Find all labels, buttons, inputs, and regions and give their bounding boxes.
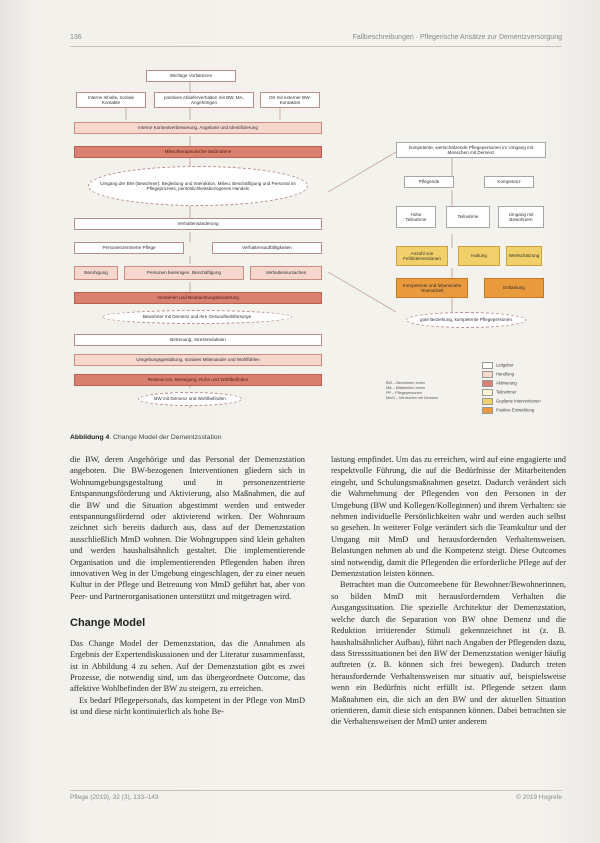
oval-ov3: BW mit Demenz und Wohlbefinden	[138, 392, 242, 406]
legend-item	[482, 371, 514, 378]
page-number: 136	[70, 34, 82, 41]
legend-label: Teilnehmer	[496, 389, 517, 395]
box-right-yel-c: Wertschätzung	[506, 246, 542, 266]
box-r2-a: Personenzentrierte Pflege	[74, 242, 184, 254]
abbr-line: MA – Mitarbeiter/-innen	[386, 386, 426, 390]
section-heading: Change Model	[70, 617, 146, 630]
legend-label: Leitgeber	[496, 362, 514, 368]
box-right-mid-b: Teilnahme	[446, 206, 490, 228]
paragraph: Es bedarf Pflegepersonals, das kompetent in der Pflege von MmD ist und diese nicht kontinuierlich als hohe Be-	[70, 695, 305, 717]
paragraph: lastung empfindet. Um das zu erreichen, wird auf eine engagierte und respektvolle Führung, die auf die Bedürfnisse der Mitarbeitenden eingeht, und Schulungsmaßnahmen gesetzt. Dadurch verändert sich die Wahrnehmung der Pflegenden von den Personen in der Umgebung (BW und Kollegen/Kolleginnen) und ihrem Verhalten: sie nehmen individuelle Persönlichkeiten wahr und werden auch selbst so gesehen. In weiterer Folge verändert sich die Teamkultur und der Umgang mit MmD und herausfordernden Verhaltensweisen. Belastungen nehmen ab und die Kompetenz steigt. Diese Outcomes sind notwendig, damit die Pflegenden die erforderliche Pflege auf der Demenzstation leisten können.	[331, 455, 566, 579]
legend-label: Geplante Interventionen	[496, 398, 541, 404]
box-right-top: kompetente, wertschätzende Pflegepersonen im Umgang mit Menschen mit Demenz	[396, 142, 546, 158]
box-right-b: Kompetenz	[484, 176, 534, 188]
oval-ov2: Bewohner mit Demenz und ihre Gesundheitsfürsorge	[102, 310, 292, 324]
legend-label: Handlung	[496, 371, 514, 377]
box-right-org-b: Entlastung	[484, 278, 544, 298]
legend-item	[482, 398, 541, 405]
legend-swatch	[482, 371, 493, 378]
left-column	[70, 454, 305, 718]
box-right-org-a: Kompetente und lebensnahe Teamarbeit	[396, 278, 468, 298]
box-b3: Verhaltensänderung	[74, 218, 322, 230]
box-r3-a: Beruhigung	[74, 266, 118, 280]
box-b6: Umgebungsgestaltung, soziales Miteinander und Wohlfühlen	[74, 354, 322, 366]
running-title: Fallbeschreibungen · Pflegerische Ansätze zur Dementzversorgung	[352, 34, 562, 41]
box-r2-b: Verhaltensauffälligkeiten	[212, 242, 322, 254]
box-r1-c: Ort mit externer BW-Kontakten	[260, 92, 320, 108]
caption-label: Abbildung 4	[70, 434, 110, 441]
box-r3-c: Verhaltensursachen	[250, 266, 322, 280]
oval-right-bottom: gute Beziehung, kompetente Pflegepersonen	[406, 312, 526, 328]
right-column	[331, 454, 566, 728]
figure-caption	[70, 434, 221, 441]
legend-swatch	[482, 407, 493, 414]
legend-swatch	[482, 380, 493, 387]
change-model-figure	[66, 62, 566, 432]
running-header	[70, 34, 562, 47]
legend-label: Positive Entwicklung	[496, 407, 535, 413]
box-right-mid-a: Hohe Teilnahme	[396, 206, 436, 228]
legend-item	[482, 380, 517, 387]
legend-label: Aktivierung	[496, 380, 517, 386]
box-right-a: Pflegende	[404, 176, 454, 188]
caption-text: . Change Model der Dementzsstation	[109, 434, 222, 441]
paragraph: Das Change Model der Demenzstation, das die Annahmen als Ergebnis der Expertendiskussionen und der Literatur zusammenfasst, ist in Abbildung 4 zu sehen. Auf der Demenzstation gibt es zwei Prozesse, die notwendig sind, um das übergeordnete Outcome, das affektive Wohlbefinden der BW zu steigern, zu erreichen.	[70, 638, 305, 694]
paragraph: Betrachtet man die Outcomeebene für Bewohner/Bewohnerinnen, so bilden MmD mit herausforderndem Verhalten die Ausgangssituation. Die spezielle Architektur der Demenzstation, welche durch die Separation von BW ohne Demenz und die Reduktion irritierender Stimuli gekennzeichnet ist (z. B. haushaltsähnlicher Aufbau), führt nach Angaben der Pflegenden dazu, dass Stresssituationen bei den BW der Demenzstation weniger häufig auftreten (z. B. können sich frei bewegen). Dadurch treten herausfordernde Verhaltensweisen nur situativ auf, beispielsweise wenn ein Bedürfnis nicht erfüllt ist. Pflegende setzen dann Maßnahmen ein, die sich an den BW und der aktuellen Situation orientieren, damit diese sich entspannen können. Dabei betrachten sie die Verhaltensweisen der MmD unter anderem	[331, 580, 566, 727]
box-r1-b: positives Ablieferverhalten mit BW, MA, Angehörigen	[154, 92, 254, 108]
legend-item	[482, 407, 534, 414]
journal-citation: Pflege (2019), 32 (3), 133–143	[70, 794, 159, 801]
legend-swatch	[482, 362, 493, 369]
box-b4: Verstehen und Beobachtungsbewertung	[74, 292, 322, 304]
figure-abbreviations	[386, 381, 476, 401]
legend-swatch	[482, 389, 493, 396]
legend-swatch	[482, 398, 493, 405]
oval-ov1: Umgang der BW (Bewohner): Begleitung und Interaktion, Milieu; Beschäftigung und Personal im Pflegeprozess, persönlichkeitsbezogenes Handeln	[88, 166, 308, 206]
box-prerequisites: Wichtige Vorfaktoren	[146, 70, 236, 82]
page-footer	[70, 790, 562, 803]
box-b7: Ressourcen, Bewegung, Ruhe und Wohlbefinden	[74, 374, 322, 386]
box-b5: Betreuung, Stressreduktion	[74, 334, 322, 346]
legend-item	[482, 389, 516, 396]
box-right-yel-b: Haltung	[458, 246, 500, 266]
box-b1: Interne Kontextverbesserung, Angebote und Identifizierung	[74, 122, 322, 134]
abbr-line: BW – Bewohner/-innen	[386, 381, 426, 385]
box-r3-b: Personen bereinigen, Beschäftigung	[124, 266, 244, 280]
box-r1-a: Interne Inhalte, soziale Kontakte	[76, 92, 146, 108]
paragraph: die BW, deren Angehörige und das Personal der Demenzstation angeboten. Die BW-bezogenen Interventionen gliedern sich in Wohnumgebungsgestaltung und in personenzentrierte Entspannungsförderung und Aktivierung, also Maßnahmen, die auf die BW und die Situation abgestimmt werden und entweder entspannungsfördernd oder aktivierend wirken. Der Wohnraum zeichnet sich bereits dadurch aus, dass auf der Demenzstation ausschließlich MmD wohnen. Die Wohngruppen sind klein gehalten und werden haushaltsähnlich gestaltet. Die implementierende Organisation und die implementierenden Pflegenden haben ihren innovativen Weg in der Umgebung eingeschlagen, der zu einer neuen Kultur in der Pflege und Betreuung von MmD geführt hat, aber von Peer- und Partnerorganisationen unterstützt und mitgetragen wird.	[70, 455, 305, 601]
abbr-line: MmD – Menschen mit Demenz	[386, 396, 439, 400]
box-right-yel-a: Anzahl von Fehlinterventionen	[396, 246, 448, 266]
abbr-line: PP – Pflegepersonen	[386, 391, 422, 395]
copyright: © 2019 Hogrefe	[516, 794, 562, 801]
box-b2: Milieutherapeutische Maßnahme	[74, 146, 322, 158]
box-right-mid-c: Umgang mit Bewohnern	[498, 206, 544, 228]
legend-item	[482, 362, 513, 369]
